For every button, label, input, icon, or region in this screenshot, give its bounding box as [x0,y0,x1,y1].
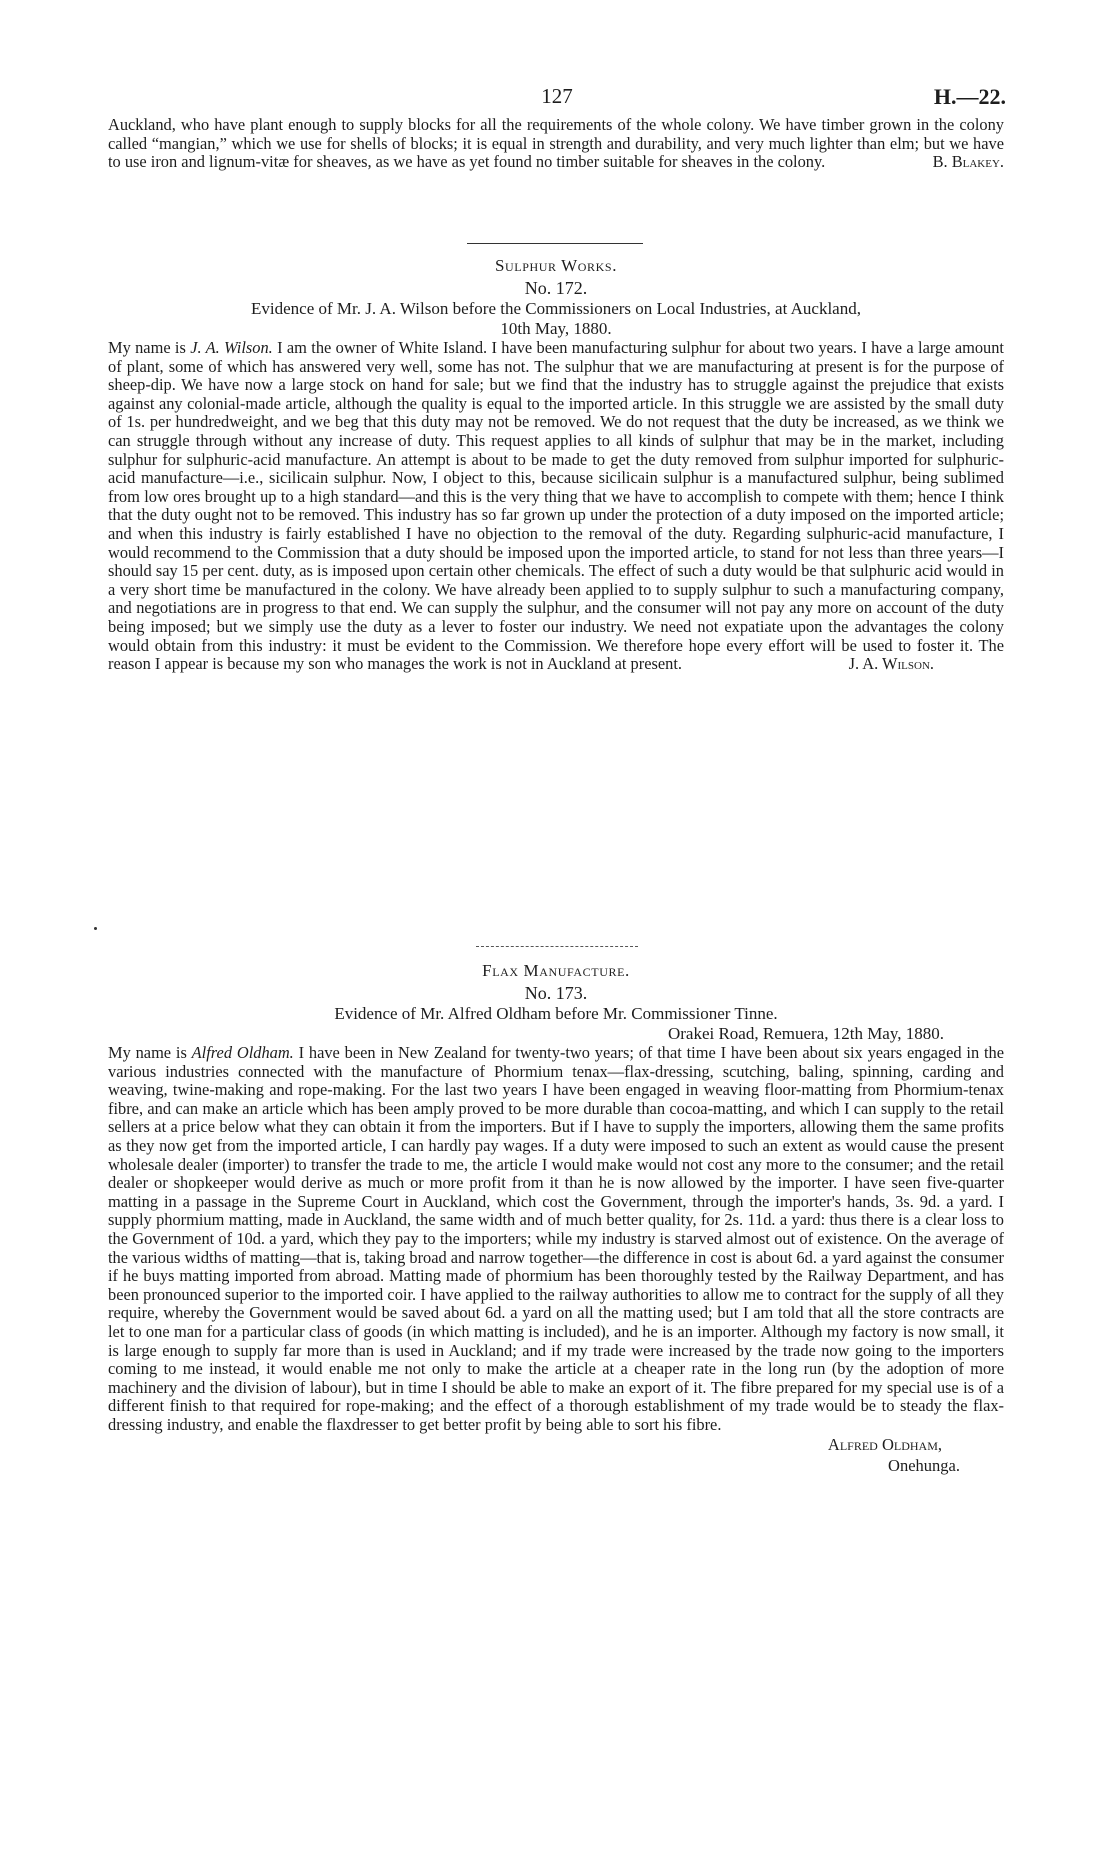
page-number: 127 [541,84,573,108]
oldham-paragraph [108,1044,1004,1434]
sulphur-works-heading: Sulphur Works. [494,256,618,275]
sulphur-works-section [108,255,1004,674]
continuation-section [108,116,1004,172]
oldham-signoff [108,1434,1004,1476]
wilson-name: J. A. Wilson. [190,338,273,357]
wilson-paragraph [108,339,1004,674]
oldham-evidence-line: Evidence of Mr. Alfred Oldham before Mr. Commissioner Tinne. [334,1004,778,1023]
continuation-paragraph [108,116,1004,172]
oldham-place: Onehunga. [888,1456,960,1476]
page-header [0,84,1114,114]
section-divider-2 [476,946,638,947]
flax-number: No. 173. [524,983,588,1003]
sulphur-works-number: No. 172. [524,278,588,298]
flax-heading: Flax Manufacture. [482,961,630,980]
wilson-evidence-date: 10th May, 1880. [500,319,612,338]
oldham-name: Alfred Oldham. [191,1043,294,1062]
oldham-signature: Alfred Oldham, [827,1435,942,1455]
blakey-signature: B. Blakey. [932,152,1004,172]
report-reference: H.—22. [933,84,1006,109]
section-divider [467,243,643,244]
oldham-lead: My name is [108,1043,192,1062]
wilson-evidence-line: Evidence of Mr. J. A. Wilson before the Commissioners on Local Industries, at Auckland, [251,299,861,318]
wilson-lead: My name is [108,338,191,357]
oldham-text: I have been in New Zealand for twenty-two years; of that time I have been about six years engaged in the various industries connected with the manufacture of Phormium tenax—flax-dressing, scutching, baling, spinning, carding and weaving, twine-making and rope-making. For the last two years I have been engaged in weaving floor-matting from Phormium-tenax fibre, and can make an article which has been amply proved to be more durable than cocoa-matting, and which I can supply to the retail sellers at a price below what they can obtain it from the importers. But if I have to supply the importers, allowing them the same profits as they now get from the imported article, I can hardly pay wages. If a duty were imposed to such an extent as would cause the present wholesale dealer (importer) to transfer the trade to me, the article I would make would not cost any more to the consumer; and the retail dealer or shopkeeper would derive as much or more profit from it than he is now allowed by the importer. I have seen five-quarter matting in a passage in the Supreme Court in Auckland, which cost the Government, through the importer's hands, 3s. 9d. a yard. I supply phormium matting, made in Auckland, the same width and of much better quality, for 2s. 11d. a yard: thus there is a clear loss to the Government of 10d. a yard, which they pay to the importers; while my industry is starved almost out of existence. On the average of the various widths of matting—that is, taking broad and narrow together—the difference in cost is about 6d. a yard against the consumer if he buys matting imported from abroad. Matting made of phormium has been thoroughly tested by the Railway Department, and has been pronounced superior to the imported coir. I have applied to the railway authorities to allow me to contract for the supply of all they require, whereby the Government would be saved about 6d. a yard on all the matting used; but I am told that all the store contracts are let to one man for a particular class of goods (in which matting is included), and he is an importer. Although my factory is now small, it is large enough to supply far more than is used in Auckland; and if my trade were increased by the trade now going to the importers coming to me instead, it would enable me not only to make the article at a cheaper rate in the long run (by the adoption of more machinery and the division of labour), but in time I should be able to make an export of it. The fibre prepared for my special use is of a different finish to that required for rope-making; and the effect of a thorough establishment of my trade would be to steady the flax-dressing industry, and enable the flaxdresser to get better profit by being able to sort his fibre. [108,1043,1004,1434]
wilson-text: I am the owner of White Island. I have been manufacturing sulphur for about two years. I have a large amount of plant, some of which has answered very well, some has not. The sulphur that we are manufacturing at present is for the purpose of sheep-dip. We have now a large stock on hand for sale; but we find that the industry has to struggle against the prejudice that exists against any colonial-made article, although the quality is equal to the imported article. In this struggle we are assisted by the small duty of 1s. per hundredweight, and we beg that this duty may not be removed. We do not request that the duty be increased, as we think we can struggle through without any increase of duty. This request applies to all kinds of sulphur that may be in the market, including sulphur for sulphuric-acid manufacture. An attempt is about to be made to get the duty removed from sulphur imported for sulphuric-acid manufacture—i.e., sicilicain sulphur. Now, I object to this, because sicilicain sulphur is a manufactured sulphur, being sublimed from low ores brought up to a high standard—and this is the very thing that we have to accomplish to compete with them; hence I think that the duty ought not to be removed. This industry has so far grown up under the protection of a duty imposed on the imported article; and when this industry is fairly established I have no objection to the removal of the duty. Regarding sulphuric-acid manufacture, I would recommend to the Commission that a duty should be imposed upon the imported article, to stand for not less than three years—I should say 15 per cent. duty, as is imposed upon certain other chemicals. The effect of such a duty would be that sulphuric acid would in a very short time be manufactured in the colony. We have already been applied to to supply sulphur to such a manufacturing company, and negotiations are in progress to that end. We can supply the sulphur, and the consumer will not pay any more on account of the duty being imposed; but we simply use the duty as a lever to foster our industry. We need not expatiate upon the advantages the colony would obtain from this industry: it must be evident to the Commission. We therefore hope every effort will be used to foster it. The reason I appear is because my son who manages the work is not in Auckland at present. [108,338,1004,674]
oldham-place-date: Orakei Road, Remuera, 12th May, 1880. [667,1024,944,1043]
flax-manufacture-section [108,960,1004,1476]
stray-dot [94,927,97,930]
continuation-text: Auckland, who have plant enough to supply blocks for all the requirements of the whole colony. We have timber grown in the colony called “mangian,” which we use for shells of blocks; it is equal in strength and durability, and very much lighter than elm; but we have to use iron and lignum-vitæ for sheaves, as we have as yet found no timber suitable for sheaves in the colony. [108,115,1004,172]
wilson-signature: J. A. Wilson. [848,654,934,674]
